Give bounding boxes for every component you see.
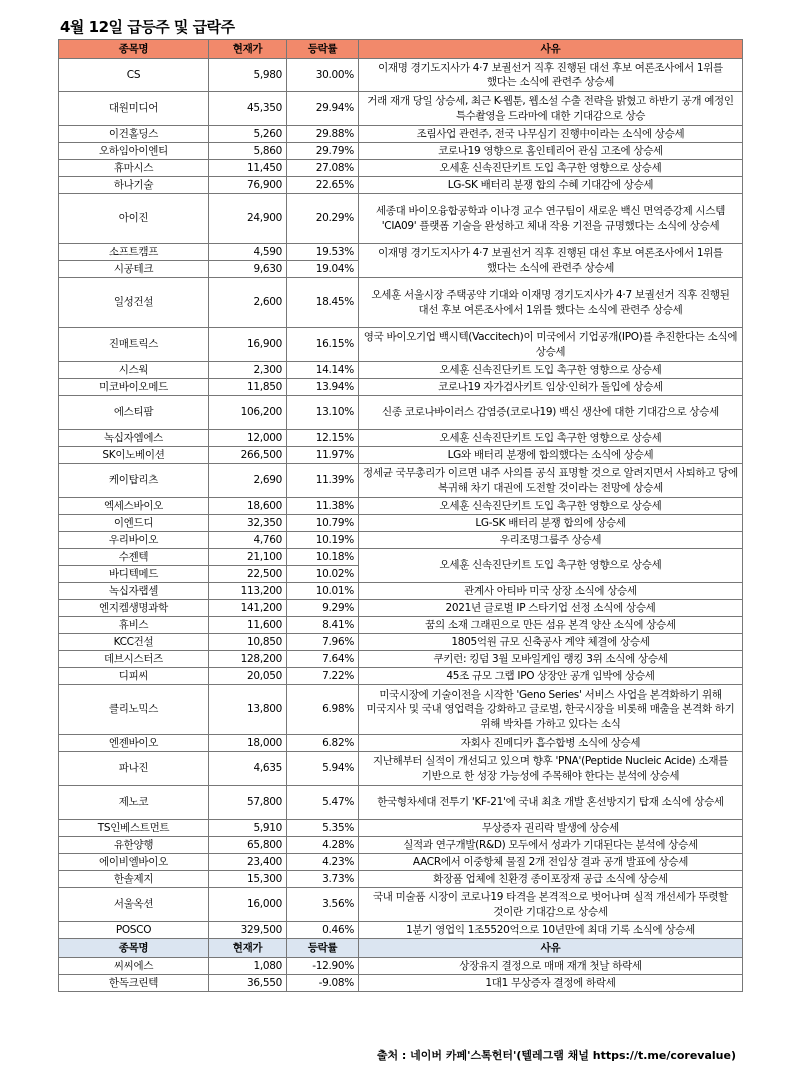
stock-reason: 지난해부터 실적이 개선되고 있으며 향후 'PNA'(Peptide Nucleic Acide) 소재를 기반으로 한 성장 가능성에 주목해야 한다는 분석에 상승세 (359, 752, 743, 786)
header-reason: 사유 (359, 40, 743, 59)
stock-reason: 이재명 경기도지사가 4·7 보궐선거 직후 진행된 대선 후보 여론조사에서 1위를 했다는 소식에 관련주 상승세 (359, 59, 743, 92)
table-row (59, 278, 743, 328)
stock-name: 시스웍 (59, 362, 209, 379)
stock-name: 녹십자랩셀 (59, 583, 209, 600)
table-row (59, 854, 743, 871)
stock-reason: 상장유지 결정으로 매매 재개 첫날 하락세 (359, 958, 743, 975)
stock-change-rate: 29.88% (287, 126, 359, 143)
stock-reason: 영국 바이오기업 백시텍(Vaccitech)이 미국에서 기업공개(IPO)를 추진한다는 소식에 상승세 (359, 328, 743, 362)
stock-change-rate: 3.73% (287, 871, 359, 888)
stock-price: 5,980 (209, 59, 287, 92)
table-row (59, 735, 743, 752)
stock-price: 329,500 (209, 922, 287, 939)
stock-name: 데브시스터즈 (59, 651, 209, 668)
stock-price: 11,850 (209, 379, 287, 396)
stock-name: 한솔제지 (59, 871, 209, 888)
stock-reason: 관계사 아티바 미국 상장 소식에 상승세 (359, 583, 743, 600)
stock-change-rate: -12.90% (287, 958, 359, 975)
stock-change-rate: 6.98% (287, 685, 359, 735)
stock-price: 12,000 (209, 430, 287, 447)
table-row (59, 396, 743, 430)
stock-price: 16,000 (209, 888, 287, 922)
table-row (59, 786, 743, 820)
stock-name: 파나진 (59, 752, 209, 786)
stock-price: 45,350 (209, 92, 287, 126)
stock-name: 에이비엘바이오 (59, 854, 209, 871)
stock-table (58, 39, 743, 992)
stock-change-rate: 29.79% (287, 143, 359, 160)
stock-change-rate: 14.14% (287, 362, 359, 379)
stock-price: 36,550 (209, 975, 287, 992)
stock-change-rate: 0.46% (287, 922, 359, 939)
stock-price: 13,800 (209, 685, 287, 735)
table-row (59, 362, 743, 379)
stock-reason: 우리조명그룹주 상승세 (359, 532, 743, 549)
stock-name: 오하임아이엔티 (59, 143, 209, 160)
stock-name: 엔지켐생명과학 (59, 600, 209, 617)
stock-name: 미코바이오메드 (59, 379, 209, 396)
source-note: 출처 : 네이버 카페'스톡헌터'(텔레그램 채널 https://t.me/corevalue) (376, 1049, 736, 1062)
header-reason: 사유 (359, 939, 743, 958)
table-row (59, 532, 743, 549)
stock-reason: 실적과 연구개발(R&D) 모두에서 성과가 기대된다는 분석에 상승세 (359, 837, 743, 854)
stock-change-rate: 4.23% (287, 854, 359, 871)
header-price: 현재가 (209, 40, 287, 59)
stock-reason: 한국형차세대 전투기 'KF-21'에 국내 최초 개발 혼선방지기 탑재 소식에 상승세 (359, 786, 743, 820)
stock-name: 바디텍메드 (59, 566, 209, 583)
stock-reason: 코로나19 자가검사키트 임상·인허가 돌입에 상승세 (359, 379, 743, 396)
stock-reason: 거래 재개 당일 상승세, 최근 K-웹툰, 웹소설 수출 전략을 밝혔고 하반기 공개 예정인 특수촬영을 드라마에 대한 기대감으로 상승 (359, 92, 743, 126)
stock-change-rate: 11.97% (287, 447, 359, 464)
stock-change-rate: 5.47% (287, 786, 359, 820)
stock-name: 소프트캠프 (59, 244, 209, 261)
stock-change-rate: 9.29% (287, 600, 359, 617)
stock-price: 5,260 (209, 126, 287, 143)
table-row (59, 752, 743, 786)
header-rate: 등락률 (287, 40, 359, 59)
table-row (59, 160, 743, 177)
header-price: 현재가 (209, 939, 287, 958)
stock-name: 제노코 (59, 786, 209, 820)
stock-name: 일성건설 (59, 278, 209, 328)
stock-change-rate: 13.10% (287, 396, 359, 430)
stock-reason: 미국시장에 기술이전을 시작한 'Geno Series' 서비스 사업을 본격화하기 위해 미국지사 및 국내 영업력을 강화하고 글로벌, 한국시장을 비롯해 매출을 본격화 하기 위해 박차를 가하고 있다는 소식 (359, 685, 743, 735)
stock-name: 디피씨 (59, 668, 209, 685)
stock-reason: LG와 배터리 분쟁에 합의했다는 소식에 상승세 (359, 447, 743, 464)
stock-change-rate: 19.53% (287, 244, 359, 261)
stock-reason: LG-SK 배터리 분쟁 합의 수혜 기대감에 상승세 (359, 177, 743, 194)
header-name: 종목명 (59, 939, 209, 958)
table-row (59, 600, 743, 617)
stock-name: 진매트릭스 (59, 328, 209, 362)
stock-price: 65,800 (209, 837, 287, 854)
stock-price: 5,910 (209, 820, 287, 837)
stock-reason: 오세훈 신속진단키트 도입 촉구한 영향으로 상승세 (359, 430, 743, 447)
stock-change-rate: 10.18% (287, 549, 359, 566)
stock-name: 수젠텍 (59, 549, 209, 566)
stock-name: 엔젠바이오 (59, 735, 209, 752)
table-row (59, 379, 743, 396)
stock-price: 10,850 (209, 634, 287, 651)
stock-change-rate: 18.45% (287, 278, 359, 328)
table-row (59, 549, 743, 566)
stock-name: 대원미디어 (59, 92, 209, 126)
stock-change-rate: 22.65% (287, 177, 359, 194)
stock-price: 128,200 (209, 651, 287, 668)
stock-name: 씨씨에스 (59, 958, 209, 975)
stock-name: CS (59, 59, 209, 92)
stock-price: 24,900 (209, 194, 287, 244)
stock-reason: 1805억원 규모 신축공사 계약 체결에 상승세 (359, 634, 743, 651)
stock-reason: 쿠키런: 킹덤 3월 모바일게임 랭킹 3위 소식에 상승세 (359, 651, 743, 668)
stock-reason: 1대1 무상증자 결정에 하락세 (359, 975, 743, 992)
stock-change-rate: 10.01% (287, 583, 359, 600)
stock-change-rate: 3.56% (287, 888, 359, 922)
stock-price: 16,900 (209, 328, 287, 362)
stock-reason: 오세훈 신속진단키트 도입 촉구한 영향으로 상승세 (359, 160, 743, 177)
table-row (59, 126, 743, 143)
stock-change-rate: 7.96% (287, 634, 359, 651)
stock-change-rate: -9.08% (287, 975, 359, 992)
header-row-losers (59, 939, 743, 958)
stock-change-rate: 7.22% (287, 668, 359, 685)
stock-price: 23,400 (209, 854, 287, 871)
stock-reason: 2021년 글로벌 IP 스타기업 선정 소식에 상승세 (359, 600, 743, 617)
stock-name: 클리노믹스 (59, 685, 209, 735)
table-row (59, 871, 743, 888)
stock-change-rate: 4.28% (287, 837, 359, 854)
stock-change-rate: 20.29% (287, 194, 359, 244)
table-row (59, 958, 743, 975)
stock-price: 21,100 (209, 549, 287, 566)
stock-price: 11,600 (209, 617, 287, 634)
table-row (59, 820, 743, 837)
stock-name: 우리바이오 (59, 532, 209, 549)
stock-price: 4,590 (209, 244, 287, 261)
stock-change-rate: 5.35% (287, 820, 359, 837)
stock-name: 이엔드디 (59, 515, 209, 532)
table-row (59, 92, 743, 126)
stock-reason: AACR에서 이중항체 물질 2개 전임상 결과 공개 발표에 상승세 (359, 854, 743, 871)
table-row (59, 888, 743, 922)
table-row (59, 922, 743, 939)
stock-reason: 국내 미술품 시장이 코로나19 타격을 본격적으로 벗어나며 실적 개선세가 뚜렷할 것이란 기대감으로 상승세 (359, 888, 743, 922)
stock-name: 케이탑리츠 (59, 464, 209, 498)
stock-reason: 신종 코로나바이러스 감염증(코로나19) 백신 생산에 대한 기대감으로 상승세 (359, 396, 743, 430)
stock-name: 하나기술 (59, 177, 209, 194)
stock-price: 106,200 (209, 396, 287, 430)
stock-name: TS인베스트먼트 (59, 820, 209, 837)
stock-price: 32,350 (209, 515, 287, 532)
stock-price: 4,760 (209, 532, 287, 549)
stock-price: 2,300 (209, 362, 287, 379)
stock-name: 시공테크 (59, 261, 209, 278)
stock-name: 녹십자엠에스 (59, 430, 209, 447)
table-row (59, 837, 743, 854)
table-row (59, 464, 743, 498)
stock-reason: 자회사 진메디카 흡수합병 소식에 상승세 (359, 735, 743, 752)
stock-change-rate: 29.94% (287, 92, 359, 126)
table-row (59, 328, 743, 362)
stock-change-rate: 11.39% (287, 464, 359, 498)
stock-reason: 오세훈 신속진단키트 도입 촉구한 영향으로 상승세 (359, 549, 743, 583)
stock-price: 2,600 (209, 278, 287, 328)
stock-name: POSCO (59, 922, 209, 939)
stock-reason: 1분기 영업익 1조5520억으로 10년만에 최대 기록 소식에 상승세 (359, 922, 743, 939)
stock-price: 18,600 (209, 498, 287, 515)
stock-reason: 이재명 경기도지사가 4·7 보궐선거 직후 진행된 대선 후보 여론조사에서 1위를 했다는 소식에 관련주 상승세 (359, 244, 743, 278)
page-title: 4월 12일 급등주 및 급락주 (60, 18, 235, 36)
stock-price: 113,200 (209, 583, 287, 600)
stock-name: 이건홀딩스 (59, 126, 209, 143)
table-row (59, 498, 743, 515)
stock-change-rate: 8.41% (287, 617, 359, 634)
stock-price: 22,500 (209, 566, 287, 583)
stock-price: 2,690 (209, 464, 287, 498)
table-row (59, 634, 743, 651)
table-row (59, 430, 743, 447)
table-row (59, 975, 743, 992)
stock-name: 엑세스바이오 (59, 498, 209, 515)
stock-price: 15,300 (209, 871, 287, 888)
stock-reason: LG-SK 배터리 분쟁 합의에 상승세 (359, 515, 743, 532)
table-row (59, 447, 743, 464)
stock-name: SK이노베이션 (59, 447, 209, 464)
header-rate: 등락률 (287, 939, 359, 958)
stock-reason: 정세균 국무총리가 이르면 내주 사의를 공식 표명할 것으로 알려지면서 사퇴하고 당에 복귀해 차기 대권에 도전할 것이라는 전망에 상승세 (359, 464, 743, 498)
stock-price: 20,050 (209, 668, 287, 685)
table-row (59, 617, 743, 634)
header-row-gainers (59, 40, 743, 59)
stock-change-rate: 30.00% (287, 59, 359, 92)
stock-reason: 무상증자 권리락 발생에 상승세 (359, 820, 743, 837)
stock-price: 266,500 (209, 447, 287, 464)
stock-reason: 오세훈 서울시장 주택공약 기대와 이재명 경기도지사가 4·7 보궐선거 직후 진행된 대선 후보 여론조사에서 1위를 했다는 소식에 관련주 상승세 (359, 278, 743, 328)
stock-name: 유한양행 (59, 837, 209, 854)
table-row (59, 651, 743, 668)
stock-reason: 화장품 업체에 친환경 종이포장재 공급 소식에 상승세 (359, 871, 743, 888)
stock-name: 서울옥션 (59, 888, 209, 922)
stock-reason: 오세훈 신속진단키트 도입 촉구한 영향으로 상승세 (359, 362, 743, 379)
stock-name: 휴비스 (59, 617, 209, 634)
stock-change-rate: 27.08% (287, 160, 359, 177)
stock-change-rate: 10.79% (287, 515, 359, 532)
header-name: 종목명 (59, 40, 209, 59)
table-row (59, 177, 743, 194)
stock-change-rate: 10.19% (287, 532, 359, 549)
stock-price: 141,200 (209, 600, 287, 617)
table-row (59, 583, 743, 600)
table-row (59, 515, 743, 532)
stock-reason: 세종대 바이오융합공학과 이나경 교수 연구팀이 새로운 백신 면역증강제 시스템 'CIA09' 플랫폼 기술을 완성하고 체내 작용 기전을 규명했다는 소식에 상승세 (359, 194, 743, 244)
table-row (59, 143, 743, 160)
stock-change-rate: 11.38% (287, 498, 359, 515)
table-row (59, 244, 743, 261)
stock-reason: 45조 규모 그랩 IPO 상장안 공개 임박에 상승세 (359, 668, 743, 685)
stock-name: 한독크린텍 (59, 975, 209, 992)
stock-price: 9,630 (209, 261, 287, 278)
stock-price: 4,635 (209, 752, 287, 786)
stock-change-rate: 13.94% (287, 379, 359, 396)
table-row (59, 668, 743, 685)
stock-price: 57,800 (209, 786, 287, 820)
stock-reason: 코로나19 영향으로 홈인테리어 관심 고조에 상승세 (359, 143, 743, 160)
stock-reason: 오세훈 신속진단키트 도입 촉구한 영향으로 상승세 (359, 498, 743, 515)
table-row (59, 685, 743, 735)
stock-name: 에스티팜 (59, 396, 209, 430)
stock-change-rate: 16.15% (287, 328, 359, 362)
stock-change-rate: 19.04% (287, 261, 359, 278)
stock-price: 1,080 (209, 958, 287, 975)
stock-price: 76,900 (209, 177, 287, 194)
table-row (59, 59, 743, 92)
stock-change-rate: 7.64% (287, 651, 359, 668)
stock-price: 18,000 (209, 735, 287, 752)
stock-reason: 꿈의 소재 그래핀으로 만든 섬유 본격 양산 소식에 상승세 (359, 617, 743, 634)
stock-name: KCC건설 (59, 634, 209, 651)
table-row (59, 194, 743, 244)
stock-price: 11,450 (209, 160, 287, 177)
stock-change-rate: 5.94% (287, 752, 359, 786)
stock-change-rate: 6.82% (287, 735, 359, 752)
stock-reason: 조림사업 관련주, 전국 나무심기 진행中이라는 소식에 상승세 (359, 126, 743, 143)
stock-name: 휴마시스 (59, 160, 209, 177)
stock-price: 5,860 (209, 143, 287, 160)
stock-change-rate: 10.02% (287, 566, 359, 583)
stock-name: 아이진 (59, 194, 209, 244)
stock-change-rate: 12.15% (287, 430, 359, 447)
